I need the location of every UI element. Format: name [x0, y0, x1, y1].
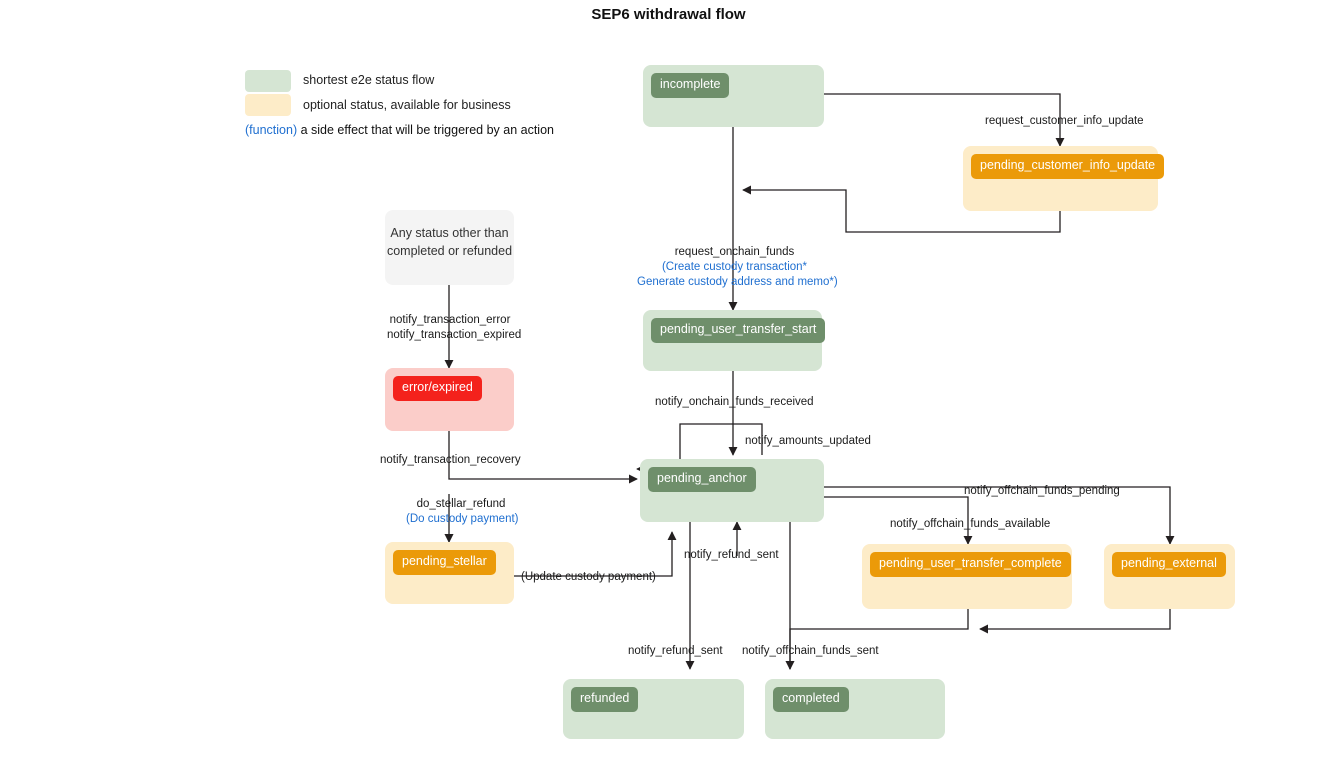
- legend-label-shortest-flow: shortest e2e status flow: [303, 73, 435, 87]
- edge-label-request-customer-info-update: request_customer_info_update: [985, 115, 1144, 127]
- node-error-expired-label: error/expired: [393, 376, 482, 401]
- legend-label-optional-status: optional status, available for business: [303, 98, 511, 112]
- node-pending-customer-info-update[interactable]: [963, 146, 1158, 211]
- node-error-expired[interactable]: [385, 368, 514, 431]
- node-pending-user-transfer-complete[interactable]: [862, 544, 1072, 609]
- node-pending-anchor-label: pending_anchor: [648, 467, 756, 492]
- node-incomplete-label: incomplete: [651, 73, 729, 98]
- edge-label-notify-offchain-funds-pending: notify_offchain_funds_pending: [964, 485, 1120, 497]
- page-title: SEP6 withdrawal flow: [591, 6, 746, 23]
- node-completed[interactable]: [765, 679, 945, 739]
- node-pending-customer-info-update-label: pending_customer_info_update: [971, 154, 1164, 179]
- edge-label-notify-transaction-error: notify_transaction_error: [389, 314, 511, 326]
- edge-label-notify-refund-sent-up: notify_refund_sent: [684, 549, 779, 561]
- node-pending-external[interactable]: [1104, 544, 1235, 609]
- edge-label-notify-offchain-funds-available: notify_offchain_funds_available: [890, 518, 1051, 530]
- edge-label-notify-onchain-funds-received: notify_onchain_funds_received: [655, 396, 814, 408]
- edge-label-update-custody-payment: (Update custody payment): [521, 571, 656, 583]
- edge-label-notify-amounts-updated: notify_amounts_updated: [745, 435, 871, 447]
- node-any-status[interactable]: [385, 210, 514, 285]
- edge-label-do-stellar-refund: [406, 497, 519, 527]
- node-pending-user-transfer-complete-label: pending_user_transfer_complete: [870, 552, 1071, 577]
- node-pending-stellar[interactable]: [385, 542, 514, 604]
- edge-label-generate-custody-address: Generate custody address and memo*): [637, 275, 838, 288]
- edge-label-request-onchain-funds: [637, 245, 838, 290]
- edge-label-request-onchain-funds-text: request_onchain_funds: [674, 246, 795, 258]
- edge-label-create-custody-transaction: (Create custody transaction*: [661, 260, 808, 273]
- edge-label-notify-transaction-expired: notify_transaction_expired: [387, 328, 522, 341]
- legend-swatch-optional-status: [245, 94, 291, 116]
- edge-label-do-custody-payment: (Do custody payment): [406, 512, 519, 525]
- edge-label-notify-refund-sent-down: notify_refund_sent: [628, 645, 723, 657]
- legend-function-token: (function): [245, 123, 298, 137]
- legend-function-note: [245, 123, 554, 137]
- node-refunded[interactable]: [563, 679, 744, 739]
- node-pending-stellar-label: pending_stellar: [393, 550, 496, 575]
- node-completed-label: completed: [773, 687, 849, 712]
- node-pending-user-transfer-start[interactable]: [643, 310, 822, 371]
- node-incomplete[interactable]: [643, 65, 824, 127]
- edge-label-notify-transaction-recovery: notify_transaction_recovery: [380, 454, 521, 466]
- node-pending-external-label: pending_external: [1112, 552, 1226, 577]
- edge-label-notify-transaction-error-expired: [387, 313, 522, 343]
- legend-function-text: a side effect that will be triggered by an action: [300, 123, 554, 137]
- node-pending-user-transfer-start-label: pending_user_transfer_start: [651, 318, 825, 343]
- edge-label-notify-offchain-funds-sent: notify_offchain_funds_sent: [742, 645, 879, 657]
- edge-label-do-stellar-refund-text: do_stellar_refund: [416, 498, 506, 510]
- node-refunded-label: refunded: [571, 687, 638, 712]
- legend-swatch-shortest-flow: [245, 70, 291, 92]
- node-any-status-label: Any status other than completed or refunded: [386, 226, 513, 259]
- node-pending-anchor[interactable]: [640, 459, 824, 522]
